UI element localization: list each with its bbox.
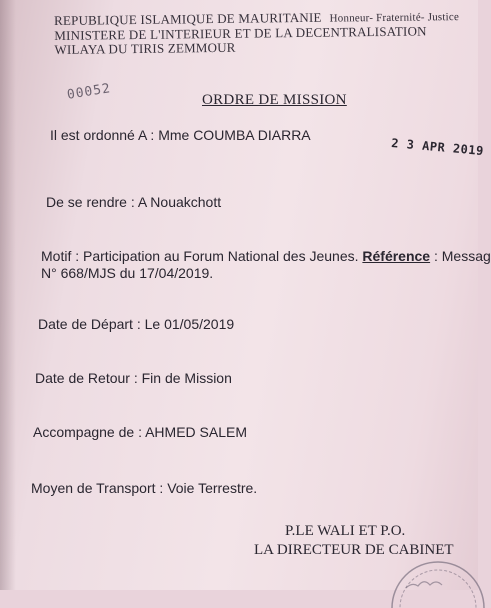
- field-destination: [46, 193, 221, 211]
- field-accompagne: [33, 423, 247, 441]
- field-accompagne-label: Accompagne de :: [33, 424, 142, 440]
- field-transport-value: Voie Terrestre.: [167, 480, 258, 496]
- field-ordonne: [50, 126, 311, 144]
- document-header: [54, 9, 459, 57]
- field-reference-label: Référence: [362, 248, 431, 264]
- signature-line-1: P.LE WALI ET P.O.: [285, 523, 406, 539]
- field-ordonne-value: Mme COUMBA DIARRA: [158, 127, 311, 143]
- header-republic: REPUBLIQUE ISLAMIQUE DE MAURITANIE: [53, 9, 322, 28]
- field-ordonne-label: Il est ordonné A :: [50, 127, 155, 143]
- field-retour-value: Fin de Mission: [141, 370, 232, 386]
- header-devise: Honneur- Fraternité- Justice: [329, 11, 460, 25]
- field-transport: [31, 479, 257, 497]
- field-motif-value: Participation au Forum National des Jeunes.: [83, 248, 359, 264]
- field-motif: [41, 247, 491, 265]
- field-depart-label: Date de Départ :: [38, 316, 141, 332]
- signature-line-2: LA DIRECTEUR DE CABINET: [254, 542, 454, 558]
- field-destination-label: De se rendre :: [46, 194, 135, 210]
- field-reference-value: : Messag: [433, 248, 491, 264]
- paper-fold-shadow: [0, 0, 16, 590]
- field-depart-value: Le 01/05/2019: [144, 316, 235, 332]
- official-seal-stamp: [378, 548, 488, 608]
- field-accompagne-value: AHMED SALEM: [145, 424, 248, 440]
- field-retour-label: Date de Retour :: [35, 370, 138, 386]
- date-stamp: 2 3 APR 2019: [390, 136, 485, 159]
- header-wilaya: WILAYA DU TIRIS ZEMMOUR: [54, 39, 236, 57]
- field-transport-label: Moyen de Transport :: [31, 480, 164, 496]
- document-number: 00052: [66, 81, 112, 103]
- header-ministry: MINISTERE DE L'INTERIEUR ET DE LA DECENTRALISATION: [54, 23, 427, 43]
- field-depart: [38, 315, 234, 333]
- field-destination-value: A Nouakchott: [137, 194, 222, 210]
- document-title: ORDRE DE MISSION: [202, 92, 347, 108]
- field-reference-line2: N° 668/MJS du 17/04/2019.: [41, 265, 214, 281]
- field-motif-label: Motif :: [41, 248, 80, 264]
- field-retour: [35, 369, 232, 387]
